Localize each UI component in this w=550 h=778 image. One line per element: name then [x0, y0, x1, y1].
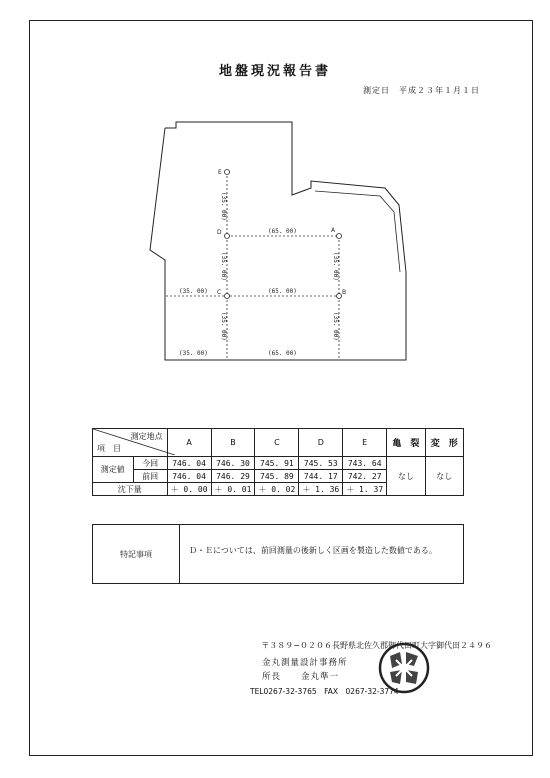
current-value-b: 746. 30 [211, 457, 255, 470]
col-header-c: C [255, 429, 299, 457]
header-points-label: 測定地点 [130, 432, 163, 441]
dim-left-horizontal: (35. 00) [179, 288, 208, 295]
previous-value-c: 745. 89 [255, 470, 299, 483]
point-d-marker [225, 234, 230, 239]
settle-label: 沈下量 [93, 483, 168, 496]
settle-value-e: ＋ 1. 37 [343, 483, 387, 496]
current-value-e: 743. 64 [343, 457, 387, 470]
col-header-a: A [167, 429, 211, 457]
col-header-deform: 変 形 [425, 429, 463, 457]
office-name: 金丸測量設計事務所 [262, 658, 348, 668]
settle-value-b: ＋ 0. 01 [211, 483, 255, 496]
chief-title: 所長 [262, 672, 282, 682]
parcel-boundary [150, 122, 406, 360]
point-label-c: C [217, 289, 222, 296]
previous-value-e: 742. 27 [343, 470, 387, 483]
survey-date: 測定日 平成２３年１月１日 [363, 86, 480, 95]
table-corner-header [93, 429, 168, 457]
col-header-d: D [299, 429, 343, 457]
settle-value-c: ＋ 0. 02 [255, 483, 299, 496]
point-label-d: D [217, 229, 222, 236]
point-label-a: A [331, 227, 336, 234]
point-b-marker [337, 294, 342, 299]
official-seal-icon [378, 642, 430, 694]
dim-mid-horizontal: (65. 00) [268, 288, 297, 295]
col-header-b: B [211, 429, 255, 457]
header-item-label: 項 目 [97, 444, 121, 453]
deform-value: なし [425, 457, 463, 496]
dim-left-vertical-top: (35. 00) [220, 192, 227, 221]
settle-value-a: ＋ 0. 00 [167, 483, 211, 496]
office-chief [262, 670, 359, 682]
current-value-d: 745. 53 [299, 457, 343, 470]
previous-label: 前回 [133, 470, 167, 483]
chief-name: 金丸準一 [301, 672, 340, 682]
dim-top-horizontal: (65. 00) [268, 228, 297, 235]
special-notes-text: Ｄ・Ｅについては、前回測量の後新しく区画を製造した数値である。 [189, 546, 437, 555]
dim-left-vertical-mid: (35. 00) [220, 252, 227, 281]
current-value-c: 745. 91 [255, 457, 299, 470]
current-label: 今回 [133, 457, 167, 470]
point-e-marker [225, 170, 230, 175]
previous-value-b: 746. 29 [211, 470, 255, 483]
measured-label: 測定値 [93, 457, 134, 483]
inner-boundary [315, 191, 400, 272]
office-address: 〒３８９−０２０６長野県北佐久郡御代田町大字御代田２４９６ [261, 641, 492, 650]
previous-value-d: 744. 17 [299, 470, 343, 483]
special-notes-box [92, 524, 464, 584]
dim-bottom-left: (35. 00) [179, 350, 208, 357]
current-value-a: 746. 04 [167, 457, 211, 470]
dim-right-vertical-bottom: (35. 00) [332, 312, 339, 341]
dim-bottom-right: (65. 00) [268, 350, 297, 357]
point-label-e: E [218, 169, 222, 176]
point-label-b: B [342, 289, 347, 296]
col-header-crack: 亀 裂 [387, 429, 425, 457]
dim-right-vertical-mid: (35. 00) [332, 252, 339, 281]
page-title: 地盤現況報告書 [218, 64, 331, 79]
point-c-marker [225, 294, 230, 299]
point-a-marker [337, 234, 342, 239]
settle-value-d: ＋ 1. 36 [299, 483, 343, 496]
crack-value: なし [387, 457, 425, 496]
dim-left-vertical-bottom: (35. 00) [220, 312, 227, 341]
previous-value-a: 746. 04 [167, 470, 211, 483]
office-phone-fax: TEL0267-32-3765 FAX 0267-32-3774 [250, 687, 399, 696]
measurement-table [92, 428, 464, 496]
special-notes-label: 特記事項 [93, 525, 180, 583]
col-header-e: E [343, 429, 387, 457]
